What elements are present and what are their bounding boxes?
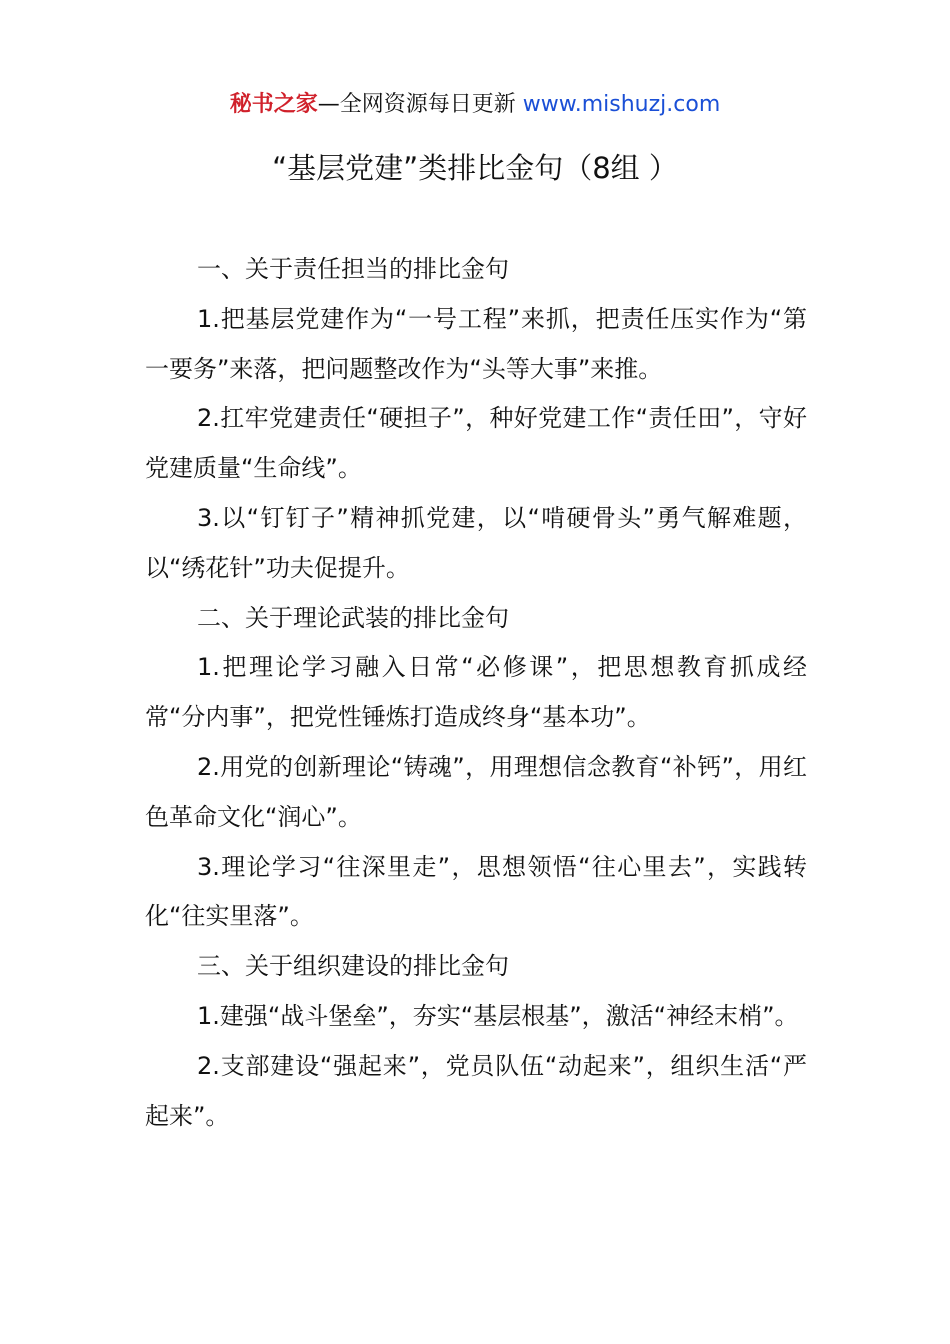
paragraph: 1.把理论学习融入日常“必修课”，把思想教育抓成经常“分内事”，把党性锤炼打造成终身“基本功”。 bbox=[145, 653, 807, 732]
section-heading-3: 三、关于组织建设的排比金句 bbox=[197, 952, 509, 981]
paragraph: 1.把基层党建作为“一号工程”来抓，把责任压实作为“第一要务”来落，把问题整改作为“头等大事”来推。 bbox=[145, 304, 807, 383]
paragraph: 2.扛牢党建责任“硬担子”，种好党建工作“责任田”，守好党建质量“生命线”。 bbox=[145, 404, 807, 483]
document-body bbox=[145, 245, 807, 1141]
brand-name: 秘书之家 bbox=[229, 92, 318, 117]
paragraph: 2.用党的创新理论“铸魂”，用理想信念教育“补钙”，用红色革命文化“润心”。 bbox=[145, 752, 807, 831]
header-slogan: —全网资源每日更新 bbox=[317, 92, 516, 117]
paragraph: 3.理论学习“往深里走”，思想领悟“往心里去”，实践转化“往实里落”。 bbox=[145, 852, 807, 931]
site-header bbox=[0, 88, 950, 122]
site-url-link[interactable]: www.mishuzj.com bbox=[522, 92, 721, 117]
paragraph: 2.支部建设“强起来”，党员队伍“动起来”，组织生活“严起来”。 bbox=[145, 1051, 807, 1130]
section-heading-2: 二、关于理论武装的排比金句 bbox=[197, 603, 509, 632]
paragraph: 3.以“钉钉子”精神抓党建，以“啃硬骨头”勇气解难题，以“绣花针”功夫促提升。 bbox=[145, 503, 807, 582]
document-title: “基层党建”类排比金句（8组 ） bbox=[272, 151, 678, 185]
section-heading-1: 一、关于责任担当的排比金句 bbox=[197, 255, 509, 283]
paragraph: 1.建强“战斗堡垒”，夯实“基层根基”，激活“神经末梢”。 bbox=[197, 1001, 799, 1030]
